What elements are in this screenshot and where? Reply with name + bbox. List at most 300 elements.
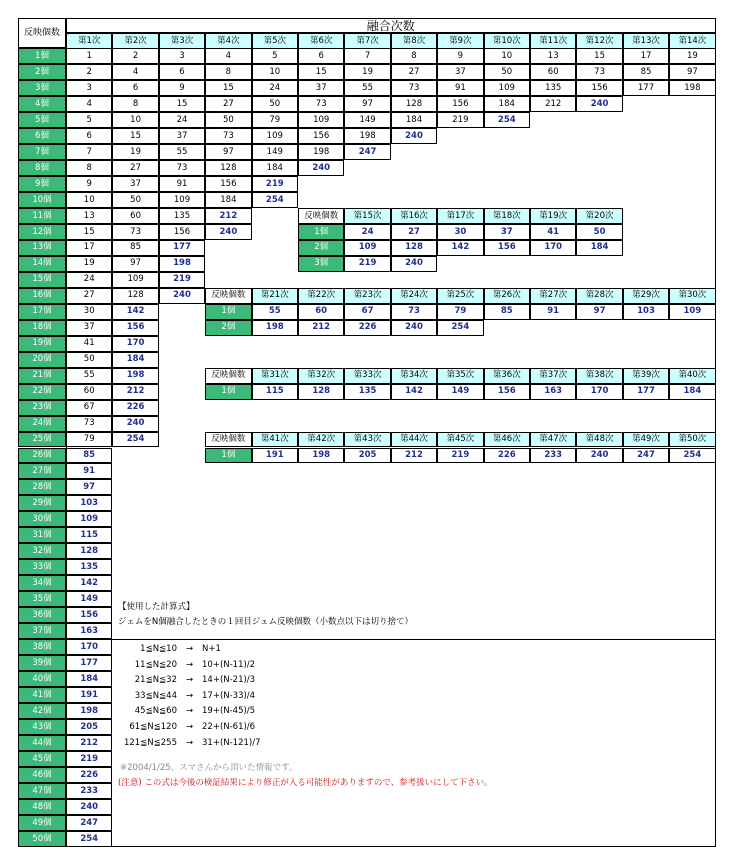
row-label: 26個 (18, 448, 66, 464)
table-cell: 198 (298, 144, 344, 160)
subtable-cell: 73 (391, 304, 437, 320)
row-label: 11個 (18, 208, 66, 224)
subtable-corner-label: 反映個数 (205, 288, 251, 304)
formula-expression: 14+(N-21)/3 (202, 675, 256, 686)
table-cell: 198 (669, 80, 715, 96)
subtable-column-header: 第26次 (484, 288, 530, 304)
table-cell: 8 (112, 96, 158, 112)
table-cell: 73 (576, 64, 622, 80)
table-cell: 50 (205, 112, 251, 128)
subtable-cell: 85 (484, 304, 530, 320)
formula-range: 121≦N≦255 (123, 737, 177, 748)
subtable-column-header: 第19次 (530, 208, 576, 224)
subtable-cell: 219 (437, 448, 483, 464)
row-label: 4個 (18, 96, 66, 112)
table-cell: 128 (205, 160, 251, 176)
table-cell: 55 (66, 368, 112, 384)
table-cell: 30 (66, 304, 112, 320)
subtable-cell: 240 (391, 256, 437, 272)
table-cell: 73 (298, 96, 344, 112)
table-cell: 97 (669, 64, 715, 80)
column-header: 第4次 (205, 33, 251, 49)
subtable-cell: 226 (484, 448, 530, 464)
table-cell: 170 (112, 336, 158, 352)
table-cell: 97 (205, 144, 251, 160)
row-label: 28個 (18, 479, 66, 495)
formula-arrow: → (186, 659, 194, 670)
row-label: 48個 (18, 799, 66, 815)
subtable-column-header: 第28次 (576, 288, 622, 304)
table-cell: 205 (66, 719, 112, 735)
column-header: 第6次 (298, 33, 344, 49)
table-cell: 10 (66, 192, 112, 208)
table-cell: 50 (252, 96, 298, 112)
formula-range: 33≦N≦44 (134, 690, 177, 701)
row-label: 50個 (18, 831, 66, 847)
subtable-column-header: 第17次 (437, 208, 483, 224)
table-cell: 184 (112, 352, 158, 368)
table-cell: 170 (66, 639, 112, 655)
table-cell: 103 (66, 495, 112, 511)
table-cell: 4 (205, 48, 251, 64)
formula-expression: 19+(N-45)/5 (202, 706, 256, 717)
table-cell: 177 (159, 240, 205, 256)
subtable-cell: 170 (530, 240, 576, 256)
subtable-cell: 254 (437, 320, 483, 336)
row-label: 17個 (18, 304, 66, 320)
subtable-cell: 198 (252, 320, 298, 336)
table-cell: 17 (66, 240, 112, 256)
subtable-column-header: 第43次 (344, 432, 390, 448)
table-cell: 219 (252, 176, 298, 192)
table-cell: 60 (530, 64, 576, 80)
subtable-column-header: 第24次 (391, 288, 437, 304)
table-cell: 109 (66, 511, 112, 527)
table-cell: 15 (159, 96, 205, 112)
table-cell: 240 (576, 96, 622, 112)
row-label: 45個 (18, 751, 66, 767)
subtable-column-header: 第35次 (437, 368, 483, 384)
row-label: 49個 (18, 815, 66, 831)
row-label: 8個 (18, 160, 66, 176)
row-label: 42個 (18, 703, 66, 719)
caution-note: (注意) この式は今後の検証結果により修正が入る可能性がありますので、参考扱いにして下さい。 (118, 778, 493, 788)
row-label: 39個 (18, 655, 66, 671)
row-label: 20個 (18, 352, 66, 368)
subtable-cell: 115 (252, 384, 298, 400)
formula-arrow: → (186, 675, 194, 686)
table-cell: 156 (205, 176, 251, 192)
row-label: 41個 (18, 687, 66, 703)
table-cell: 156 (159, 224, 205, 240)
table-cell: 4 (112, 64, 158, 80)
row-label: 10個 (18, 192, 66, 208)
subtable-cell: 149 (437, 384, 483, 400)
row-label: 37個 (18, 623, 66, 639)
table-cell: 109 (484, 80, 530, 96)
subtable-cell: 170 (576, 384, 622, 400)
subtable-cell: 27 (391, 224, 437, 240)
table-cell: 91 (159, 176, 205, 192)
subtable-cell: 79 (437, 304, 483, 320)
table-cell: 27 (205, 96, 251, 112)
row-label: 32個 (18, 543, 66, 559)
subtable-row-label: 1個 (205, 304, 251, 320)
row-label: 25個 (18, 432, 66, 448)
table-cell: 247 (66, 815, 112, 831)
subtable-column-header: 第21次 (252, 288, 298, 304)
row-label: 40個 (18, 671, 66, 687)
table-cell: 240 (159, 288, 205, 304)
subtable-column-header: 第29次 (623, 288, 669, 304)
table-cell: 60 (66, 384, 112, 400)
subtable-column-header: 第50次 (669, 432, 715, 448)
subtable-column-header: 第33次 (344, 368, 390, 384)
table-cell: 212 (66, 735, 112, 751)
formula-range: 11≦N≦20 (134, 659, 177, 670)
table-cell: 240 (205, 224, 251, 240)
table-cell: 97 (66, 479, 112, 495)
table-cell: 10 (484, 48, 530, 64)
formula-heading: 【使用した計算式】 (118, 602, 195, 612)
table-cell: 55 (159, 144, 205, 160)
table-cell: 9 (159, 80, 205, 96)
column-header: 第1次 (66, 33, 112, 49)
table-cell: 7 (66, 144, 112, 160)
table-cell: 55 (344, 80, 390, 96)
table-cell: 184 (484, 96, 530, 112)
subtable-column-header: 第18次 (484, 208, 530, 224)
table-cell: 135 (66, 559, 112, 575)
formula-range: 45≦N≦60 (134, 706, 177, 717)
table-cell: 254 (484, 112, 530, 128)
table-cell: 91 (66, 463, 112, 479)
row-label: 7個 (18, 144, 66, 160)
table-cell: 219 (66, 751, 112, 767)
table-cell: 177 (66, 655, 112, 671)
formula-arrow: → (186, 690, 194, 701)
subtable-column-header: 第34次 (391, 368, 437, 384)
subtable-column-header: 第49次 (623, 432, 669, 448)
table-cell: 15 (66, 224, 112, 240)
table-cell: 8 (391, 48, 437, 64)
row-label: 23個 (18, 400, 66, 416)
subtable-cell: 205 (344, 448, 390, 464)
row-label: 38個 (18, 639, 66, 655)
subtable-column-header: 第41次 (252, 432, 298, 448)
formula-arrow: → (186, 737, 194, 748)
table-cell: 37 (298, 80, 344, 96)
row-label: 43個 (18, 719, 66, 735)
subtable-column-header: 第36次 (484, 368, 530, 384)
column-header: 第5次 (252, 33, 298, 49)
table-cell: 6 (66, 128, 112, 144)
column-header: 第10次 (484, 33, 530, 49)
row-label: 31個 (18, 527, 66, 543)
table-cell: 4 (66, 96, 112, 112)
table-cell: 177 (623, 80, 669, 96)
subtable-cell: 135 (344, 384, 390, 400)
row-label: 14個 (18, 256, 66, 272)
table-cell: 191 (66, 687, 112, 703)
subtable-column-header: 第37次 (530, 368, 576, 384)
table-cell: 37 (159, 128, 205, 144)
subtable-cell: 41 (530, 224, 576, 240)
subtable-cell: 219 (344, 256, 390, 272)
subtable-cell: 103 (623, 304, 669, 320)
subtable-column-header: 第27次 (530, 288, 576, 304)
table-cell: 142 (112, 304, 158, 320)
subtable-cell: 156 (484, 240, 530, 256)
table-cell: 247 (344, 144, 390, 160)
row-label: 44個 (18, 735, 66, 751)
table-cell: 109 (112, 272, 158, 288)
subtable-column-header: 第32次 (298, 368, 344, 384)
table-cell: 212 (112, 384, 158, 400)
table-cell: 198 (112, 368, 158, 384)
subtable-row-label: 2個 (298, 240, 344, 256)
table-cell: 149 (344, 112, 390, 128)
row-label: 35個 (18, 591, 66, 607)
subtable-cell: 233 (530, 448, 576, 464)
subtable-row-label: 1個 (205, 448, 251, 464)
row-label: 16個 (18, 288, 66, 304)
table-cell: 27 (112, 160, 158, 176)
table-cell: 24 (66, 272, 112, 288)
table-cell: 79 (66, 432, 112, 448)
table-cell: 198 (66, 703, 112, 719)
subtable-cell: 37 (484, 224, 530, 240)
row-label: 33個 (18, 559, 66, 575)
table-cell: 73 (112, 224, 158, 240)
formula-range: 21≦N≦32 (134, 675, 177, 686)
subtable-cell: 128 (391, 240, 437, 256)
table-cell: 50 (112, 192, 158, 208)
subtable-cell: 184 (576, 240, 622, 256)
formula-range: 61≦N≦120 (129, 722, 177, 732)
table-cell: 233 (66, 783, 112, 799)
table-cell: 254 (252, 192, 298, 208)
table-cell: 2 (112, 48, 158, 64)
table-cell: 24 (159, 112, 205, 128)
column-header: 第14次 (669, 33, 715, 49)
column-header: 第3次 (159, 33, 205, 49)
table-cell: 10 (252, 64, 298, 80)
table-cell: 85 (112, 240, 158, 256)
subtable-cell: 254 (669, 448, 715, 464)
subtable-row-label: 1個 (298, 224, 344, 240)
subtable-cell: 55 (252, 304, 298, 320)
formula-expression: 22+(N-61)/6 (202, 722, 256, 732)
table-cell: 2 (66, 64, 112, 80)
table-cell: 73 (205, 128, 251, 144)
row-label: 30個 (18, 511, 66, 527)
subtable-column-header: 第45次 (437, 432, 483, 448)
table-cell: 91 (437, 80, 483, 96)
corner-label: 反映個数 (18, 18, 66, 48)
fusion-title: 融合次数 (66, 18, 716, 33)
subtable-corner-label: 反映個数 (205, 368, 251, 384)
table-cell: 240 (391, 128, 437, 144)
table-cell: 198 (159, 256, 205, 272)
formula-arrow: → (186, 722, 194, 732)
table-cell: 19 (669, 48, 715, 64)
table-cell: 128 (112, 288, 158, 304)
subtable-cell: 198 (298, 448, 344, 464)
table-cell: 135 (530, 80, 576, 96)
table-cell: 67 (66, 400, 112, 416)
subtable-column-header: 第25次 (437, 288, 483, 304)
table-cell: 156 (437, 96, 483, 112)
subtable-row-label: 2個 (205, 320, 251, 336)
table-cell: 85 (623, 64, 669, 80)
subtable-column-header: 第30次 (669, 288, 715, 304)
column-header: 第11次 (530, 33, 576, 49)
row-label: 29個 (18, 495, 66, 511)
formula-description: ジェムをN個融合したときの１回目ジェム反映個数（小数点以下は切り捨て） (118, 617, 414, 627)
table-cell: 5 (252, 48, 298, 64)
table-cell: 128 (391, 96, 437, 112)
formula-expression: 10+(N-11)/2 (202, 659, 256, 670)
table-cell: 85 (66, 448, 112, 464)
formula-arrow: → (186, 644, 194, 654)
table-cell: 17 (623, 48, 669, 64)
table-cell: 5 (66, 112, 112, 128)
row-label: 34個 (18, 575, 66, 591)
row-label: 21個 (18, 368, 66, 384)
table-cell: 240 (66, 799, 112, 815)
subtable-cell: 142 (391, 384, 437, 400)
table-cell: 240 (112, 416, 158, 432)
table-cell: 10 (112, 112, 158, 128)
table-cell: 254 (66, 831, 112, 847)
table-cell: 15 (112, 128, 158, 144)
subtable-cell: 60 (298, 304, 344, 320)
table-cell: 184 (66, 671, 112, 687)
subtable-cell: 212 (391, 448, 437, 464)
table-cell: 27 (391, 64, 437, 80)
subtable-column-header: 第22次 (298, 288, 344, 304)
table-cell: 198 (344, 128, 390, 144)
table-cell: 219 (159, 272, 205, 288)
table-cell: 109 (298, 112, 344, 128)
table-cell: 50 (484, 64, 530, 80)
row-label: 46個 (18, 767, 66, 783)
subtable-column-header: 第44次 (391, 432, 437, 448)
table-cell: 254 (112, 432, 158, 448)
subtable-cell: 247 (623, 448, 669, 464)
subtable-cell: 128 (298, 384, 344, 400)
subtable-column-header: 第23次 (344, 288, 390, 304)
subtable-cell: 156 (484, 384, 530, 400)
table-cell: 19 (344, 64, 390, 80)
row-label: 22個 (18, 384, 66, 400)
table-cell: 15 (205, 80, 251, 96)
subtable-corner-label: 反映個数 (298, 208, 344, 224)
table-cell: 7 (344, 48, 390, 64)
subtable-column-header: 第38次 (576, 368, 622, 384)
table-cell: 15 (298, 64, 344, 80)
column-header: 第12次 (576, 33, 622, 49)
subtable-cell: 163 (530, 384, 576, 400)
formula-expression: N+1 (202, 644, 221, 654)
subtable-row-label: 1個 (205, 384, 251, 400)
table-cell: 8 (205, 64, 251, 80)
table-cell: 73 (66, 416, 112, 432)
table-cell: 156 (576, 80, 622, 96)
row-label: 2個 (18, 64, 66, 80)
subtable-column-header: 第47次 (530, 432, 576, 448)
row-label: 13個 (18, 240, 66, 256)
table-cell: 8 (66, 160, 112, 176)
table-cell: 109 (252, 128, 298, 144)
subtable-cell: 109 (669, 304, 715, 320)
formula-divider (112, 639, 715, 640)
subtable-corner-label: 反映個数 (205, 432, 251, 448)
table-cell: 184 (391, 112, 437, 128)
table-cell: 142 (66, 575, 112, 591)
subtable-row-label: 3個 (298, 256, 344, 272)
table-cell: 240 (298, 160, 344, 176)
subtable-cell: 109 (344, 240, 390, 256)
table-cell: 13 (66, 208, 112, 224)
table-cell: 24 (252, 80, 298, 96)
table-cell: 6 (298, 48, 344, 64)
subtable-cell: 191 (252, 448, 298, 464)
subtable-column-header: 第20次 (576, 208, 622, 224)
table-cell: 41 (66, 336, 112, 352)
subtable-cell: 142 (437, 240, 483, 256)
column-header: 第2次 (112, 33, 158, 49)
column-header: 第9次 (437, 33, 483, 49)
table-cell: 60 (112, 208, 158, 224)
row-label: 1個 (18, 48, 66, 64)
subtable-column-header: 第48次 (576, 432, 622, 448)
table-cell: 19 (66, 256, 112, 272)
subtable-cell: 50 (576, 224, 622, 240)
table-cell: 115 (66, 527, 112, 543)
subtable-cell: 212 (298, 320, 344, 336)
table-cell: 73 (391, 80, 437, 96)
table-cell: 212 (530, 96, 576, 112)
subtable-cell: 226 (344, 320, 390, 336)
row-label: 9個 (18, 176, 66, 192)
row-label: 15個 (18, 272, 66, 288)
subtable-cell: 97 (576, 304, 622, 320)
row-label: 6個 (18, 128, 66, 144)
table-cell: 149 (66, 591, 112, 607)
subtable-cell: 177 (623, 384, 669, 400)
table-cell: 9 (66, 176, 112, 192)
column-header: 第8次 (391, 33, 437, 49)
subtable-column-header: 第15次 (344, 208, 390, 224)
table-cell: 13 (530, 48, 576, 64)
subtable-column-header: 第31次 (252, 368, 298, 384)
table-cell: 149 (252, 144, 298, 160)
row-label: 12個 (18, 224, 66, 240)
formula-arrow: → (186, 706, 194, 717)
column-header: 第13次 (623, 33, 669, 49)
table-cell: 184 (205, 192, 251, 208)
formula-range: 1≦N≦10 (140, 644, 177, 654)
table-cell: 226 (112, 400, 158, 416)
row-label: 3個 (18, 80, 66, 96)
table-cell: 50 (66, 352, 112, 368)
table-cell: 97 (112, 256, 158, 272)
table-cell: 156 (298, 128, 344, 144)
subtable-column-header: 第39次 (623, 368, 669, 384)
table-cell: 156 (66, 607, 112, 623)
